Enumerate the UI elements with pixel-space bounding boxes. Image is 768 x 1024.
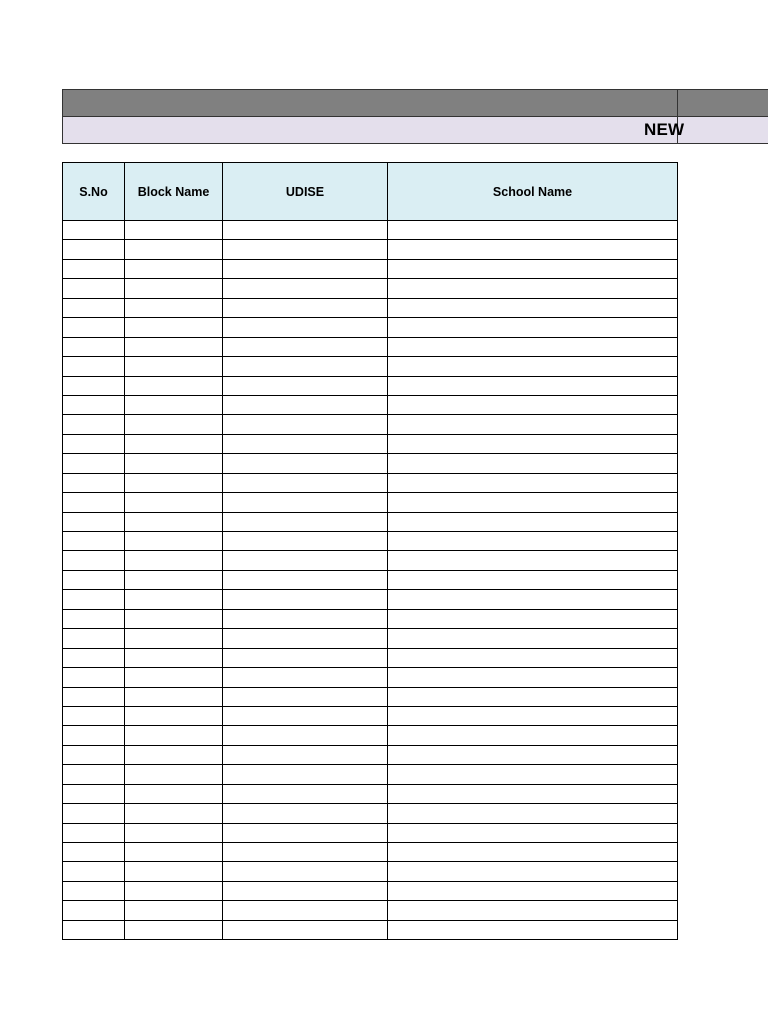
sno-cell[interactable] [63,745,125,764]
table-row [63,259,678,278]
table-row [63,901,678,920]
block-name-cell[interactable] [125,745,223,764]
table-row [63,668,678,687]
table-row [63,454,678,473]
block-name-cell[interactable] [125,901,223,920]
block-name-cell[interactable] [125,434,223,453]
udise-cell[interactable] [223,706,388,725]
table-row [63,862,678,881]
block-name-cell[interactable] [125,415,223,434]
udise-cell[interactable] [223,415,388,434]
block-name-cell[interactable] [125,395,223,414]
table-row [63,279,678,298]
udise-cell[interactable] [223,395,388,414]
table-row [63,473,678,492]
sno-cell[interactable] [63,318,125,337]
block-name-cell[interactable] [125,823,223,842]
block-name-cell[interactable] [125,279,223,298]
table-header-row [63,163,678,221]
table-row [63,337,678,356]
table-body [63,221,678,940]
block-name-cell[interactable] [125,784,223,803]
udise-cell[interactable] [223,881,388,900]
school-name-cell[interactable] [388,415,678,434]
school-name-cell[interactable] [388,629,678,648]
column-header-sno: S.No [63,163,125,221]
sno-cell[interactable] [63,395,125,414]
school-name-cell[interactable] [388,532,678,551]
sno-cell[interactable] [63,862,125,881]
table-row [63,512,678,531]
block-name-cell[interactable] [125,726,223,745]
title-clip [62,116,685,144]
table-row [63,532,678,551]
sno-cell[interactable] [63,648,125,667]
table-row [63,609,678,628]
table-row [63,376,678,395]
table-row [63,804,678,823]
column-header-school-name: School Name [388,163,678,221]
block-name-cell[interactable] [125,376,223,395]
school-name-cell[interactable] [388,221,678,240]
block-name-cell[interactable] [125,668,223,687]
block-name-cell[interactable] [125,512,223,531]
table-row [63,648,678,667]
school-name-cell[interactable] [388,259,678,278]
table-row [63,590,678,609]
block-name-cell[interactable] [125,298,223,317]
sno-cell[interactable] [63,609,125,628]
udise-cell[interactable] [223,648,388,667]
sno-cell[interactable] [63,881,125,900]
block-name-cell[interactable] [125,493,223,512]
sno-cell[interactable] [63,337,125,356]
school-name-cell[interactable] [388,745,678,764]
table-row [63,240,678,259]
udise-cell[interactable] [223,357,388,376]
column-header-block-name: Block Name [125,163,223,221]
sno-cell[interactable] [63,415,125,434]
sno-cell[interactable] [63,357,125,376]
udise-cell[interactable] [223,532,388,551]
school-name-cell[interactable] [388,687,678,706]
udise-cell[interactable] [223,843,388,862]
school-name-cell[interactable] [388,726,678,745]
school-list-table [62,162,678,940]
table-row [63,318,678,337]
sno-cell[interactable] [63,493,125,512]
school-name-cell[interactable] [388,609,678,628]
block-name-cell[interactable] [125,570,223,589]
udise-cell[interactable] [223,512,388,531]
block-name-cell[interactable] [125,629,223,648]
school-name-cell[interactable] [388,512,678,531]
school-name-cell[interactable] [388,862,678,881]
school-name-cell[interactable] [388,551,678,570]
udise-cell[interactable] [223,609,388,628]
udise-cell[interactable] [223,668,388,687]
school-name-cell[interactable] [388,318,678,337]
table-row [63,920,678,939]
school-name-cell[interactable] [388,434,678,453]
sno-cell[interactable] [63,551,125,570]
udise-cell[interactable] [223,570,388,589]
udise-cell[interactable] [223,784,388,803]
sno-cell[interactable] [63,765,125,784]
table-row [63,357,678,376]
school-name-cell[interactable] [388,357,678,376]
sno-cell[interactable] [63,298,125,317]
table-row [63,415,678,434]
school-name-cell[interactable] [388,843,678,862]
sno-cell[interactable] [63,240,125,259]
school-name-cell[interactable] [388,668,678,687]
table-row [63,784,678,803]
udise-cell[interactable] [223,318,388,337]
school-name-cell[interactable] [388,881,678,900]
block-name-cell[interactable] [125,765,223,784]
sno-cell[interactable] [63,687,125,706]
sno-cell[interactable] [63,221,125,240]
block-name-cell[interactable] [125,532,223,551]
block-name-cell[interactable] [125,454,223,473]
school-name-cell[interactable] [388,823,678,842]
udise-cell[interactable] [223,687,388,706]
sno-cell[interactable] [63,259,125,278]
sno-cell[interactable] [63,706,125,725]
udise-cell[interactable] [223,493,388,512]
sno-cell[interactable] [63,454,125,473]
sno-cell[interactable] [63,804,125,823]
table-row [63,493,678,512]
school-name-cell[interactable] [388,570,678,589]
table-row [63,726,678,745]
table-row [63,221,678,240]
table-row [63,551,678,570]
sno-cell[interactable] [63,532,125,551]
school-name-cell[interactable] [388,473,678,492]
sno-cell[interactable] [63,473,125,492]
school-name-cell[interactable] [388,337,678,356]
top-header-band [62,89,768,116]
table-row [63,706,678,725]
sno-cell[interactable] [63,570,125,589]
school-name-cell[interactable] [388,648,678,667]
udise-cell[interactable] [223,551,388,570]
sno-cell[interactable] [63,376,125,395]
school-name-cell[interactable] [388,901,678,920]
table-row [63,395,678,414]
udise-cell[interactable] [223,454,388,473]
udise-cell[interactable] [223,279,388,298]
udise-cell[interactable] [223,920,388,939]
sno-cell[interactable] [63,590,125,609]
school-name-cell[interactable] [388,298,678,317]
table-row [63,843,678,862]
table-row [63,434,678,453]
block-name-cell[interactable] [125,804,223,823]
school-name-cell[interactable] [388,706,678,725]
school-name-cell[interactable] [388,376,678,395]
block-name-cell[interactable] [125,473,223,492]
udise-cell[interactable] [223,726,388,745]
sno-cell[interactable] [63,901,125,920]
block-name-cell[interactable] [125,862,223,881]
block-name-cell[interactable] [125,843,223,862]
school-name-cell[interactable] [388,493,678,512]
udise-cell[interactable] [223,240,388,259]
block-name-cell[interactable] [125,357,223,376]
udise-cell[interactable] [223,376,388,395]
sno-cell[interactable] [63,920,125,939]
table-row [63,298,678,317]
school-name-cell[interactable] [388,784,678,803]
sno-cell[interactable] [63,434,125,453]
udise-cell[interactable] [223,823,388,842]
udise-cell[interactable] [223,473,388,492]
sno-cell[interactable] [63,279,125,298]
sno-cell[interactable] [63,843,125,862]
block-name-cell[interactable] [125,240,223,259]
udise-cell[interactable] [223,804,388,823]
table-row [63,629,678,648]
school-name-cell[interactable] [388,279,678,298]
school-name-cell[interactable] [388,240,678,259]
table-row [63,881,678,900]
school-name-cell[interactable] [388,920,678,939]
school-name-cell[interactable] [388,395,678,414]
udise-cell[interactable] [223,221,388,240]
udise-cell[interactable] [223,862,388,881]
sno-cell[interactable] [63,512,125,531]
block-name-cell[interactable] [125,337,223,356]
table-row [63,765,678,784]
udise-cell[interactable] [223,629,388,648]
block-name-cell[interactable] [125,648,223,667]
udise-cell[interactable] [223,765,388,784]
school-name-cell[interactable] [388,765,678,784]
udise-cell[interactable] [223,901,388,920]
sno-cell[interactable] [63,784,125,803]
title-text: NEW [644,120,685,139]
udise-cell[interactable] [223,745,388,764]
block-name-cell[interactable] [125,259,223,278]
block-name-cell[interactable] [125,609,223,628]
table-row [63,745,678,764]
school-name-cell[interactable] [388,804,678,823]
block-name-cell[interactable] [125,687,223,706]
block-name-cell[interactable] [125,881,223,900]
sno-cell[interactable] [63,668,125,687]
block-name-cell[interactable] [125,221,223,240]
table-row [63,570,678,589]
table-row [63,687,678,706]
udise-cell[interactable] [223,259,388,278]
school-name-cell[interactable] [388,454,678,473]
sno-cell[interactable] [63,629,125,648]
sno-cell[interactable] [63,726,125,745]
table-row [63,823,678,842]
block-name-cell[interactable] [125,318,223,337]
column-header-udise: UDISE [223,163,388,221]
udise-cell[interactable] [223,434,388,453]
block-name-cell[interactable] [125,706,223,725]
sno-cell[interactable] [63,823,125,842]
block-name-cell[interactable] [125,920,223,939]
udise-cell[interactable] [223,337,388,356]
udise-cell[interactable] [223,590,388,609]
block-name-cell[interactable] [125,551,223,570]
school-name-cell[interactable] [388,590,678,609]
block-name-cell[interactable] [125,590,223,609]
udise-cell[interactable] [223,298,388,317]
